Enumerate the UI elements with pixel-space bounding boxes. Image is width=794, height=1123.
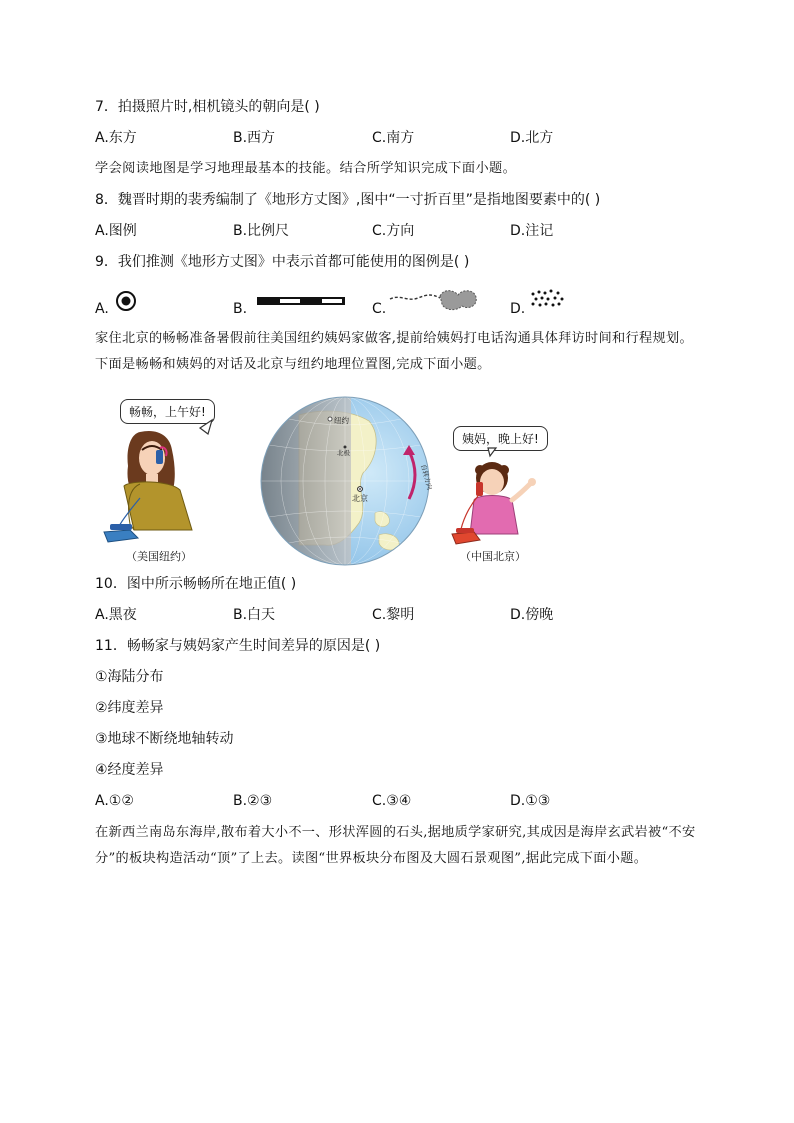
q8-option-d[interactable]: D.注记 <box>510 223 554 239</box>
q11-item-4: ④经度差异 <box>95 762 164 778</box>
q7-stem: 7．拍摄照片时,相机镜头的朝向是( ) <box>95 99 320 115</box>
q10-option-c[interactable]: C.黎明 <box>372 607 415 623</box>
railway-line-icon <box>256 296 346 306</box>
q7-option-a[interactable]: A.东方 <box>95 130 137 146</box>
q11-item-1: ①海陆分布 <box>95 669 164 685</box>
q9-option-d[interactable] <box>510 299 525 319</box>
q7-option-c[interactable]: C.南方 <box>372 130 415 146</box>
q11-stem: 11．畅畅家与姨妈家产生时间差异的原因是( ) <box>95 638 381 654</box>
q11-item-3: ③地球不断绕地轴转动 <box>95 731 234 747</box>
girl-on-phone-illustration <box>448 448 548 548</box>
capital-symbol-icon <box>115 290 137 312</box>
q10-stem: 10．图中所示畅畅所在地正值( ) <box>95 576 297 592</box>
q9-option-c-letter: C. <box>372 301 387 317</box>
q9-option-a-letter: A. <box>95 301 109 317</box>
newyork-label: 纽约 <box>334 416 349 425</box>
intro-paragraph-1: 学会阅读地图是学习地理最基本的技能。结合所学知识完成下面小题。 <box>95 161 517 176</box>
q11-option-a[interactable]: A.①② <box>95 793 134 809</box>
q8-option-a[interactable]: A.图例 <box>95 223 137 239</box>
q10-option-b[interactable]: B.白天 <box>233 607 276 623</box>
rotation-label: 自转方向 <box>419 463 434 491</box>
q7-option-d[interactable]: D.北方 <box>510 130 554 146</box>
globe-map <box>259 395 434 567</box>
right-caption: （中国北京） <box>460 550 526 563</box>
q8-option-c[interactable]: C.方向 <box>372 223 415 239</box>
q10-option-a[interactable]: A.黑夜 <box>95 607 137 623</box>
q11-option-c[interactable]: C.③④ <box>372 793 412 809</box>
q8-stem: 8．魏晋时期的裴秀编制了《地形方丈图》,图中“一寸折百里”是指地图要素中的( ) <box>95 192 601 208</box>
beijing-label: 北京 <box>352 494 368 503</box>
dotted-area-icon <box>528 288 568 310</box>
q9-option-c[interactable] <box>372 299 386 319</box>
q9-option-b-letter: B. <box>233 301 248 317</box>
q10-option-d[interactable]: D.傍晚 <box>510 607 554 623</box>
left-caption: （美国纽约） <box>126 550 192 563</box>
intro-paragraph-3: 在新西兰南岛东海岸,散布着大小不一、形状浑圆的石头,据地质学家研究,其成因是海岸玄武岩被“不安分”的板块构造活动“顶”了上去。读图“世界板块分布图及大圆石景观图”,据此完成下面小题。 <box>95 825 696 866</box>
q11-item-2: ②纬度差异 <box>95 700 164 716</box>
woman-on-phone-illustration <box>100 420 212 548</box>
left-speech-bubble: 畅畅，上午好! <box>120 399 215 424</box>
q11-option-d[interactable]: D.①③ <box>510 793 551 809</box>
q9-option-a[interactable] <box>95 299 109 319</box>
q11-option-b[interactable]: B.②③ <box>233 793 273 809</box>
northpole-label: 北极 <box>337 449 350 457</box>
right-speech-bubble: 姨妈，晚上好! <box>453 426 548 451</box>
intro-paragraph-2: 家住北京的畅畅准备暑假前往美国纽约姨妈家做客,提前给姨妈打电话沟通具体拜访时间和行程规划。下面是畅畅和姨妈的对话及北京与纽约地理位置图,完成下面小题。 <box>95 331 693 372</box>
q9-option-b[interactable] <box>233 299 247 319</box>
q9-option-d-letter: D. <box>510 301 526 317</box>
q7-option-b[interactable]: B.西方 <box>233 130 276 146</box>
boundary-line-icon <box>388 286 480 314</box>
q8-option-b[interactable]: B.比例尺 <box>233 223 290 239</box>
q9-stem: 9．我们推测《地形方丈图》中表示首都可能使用的图例是( ) <box>95 254 470 270</box>
